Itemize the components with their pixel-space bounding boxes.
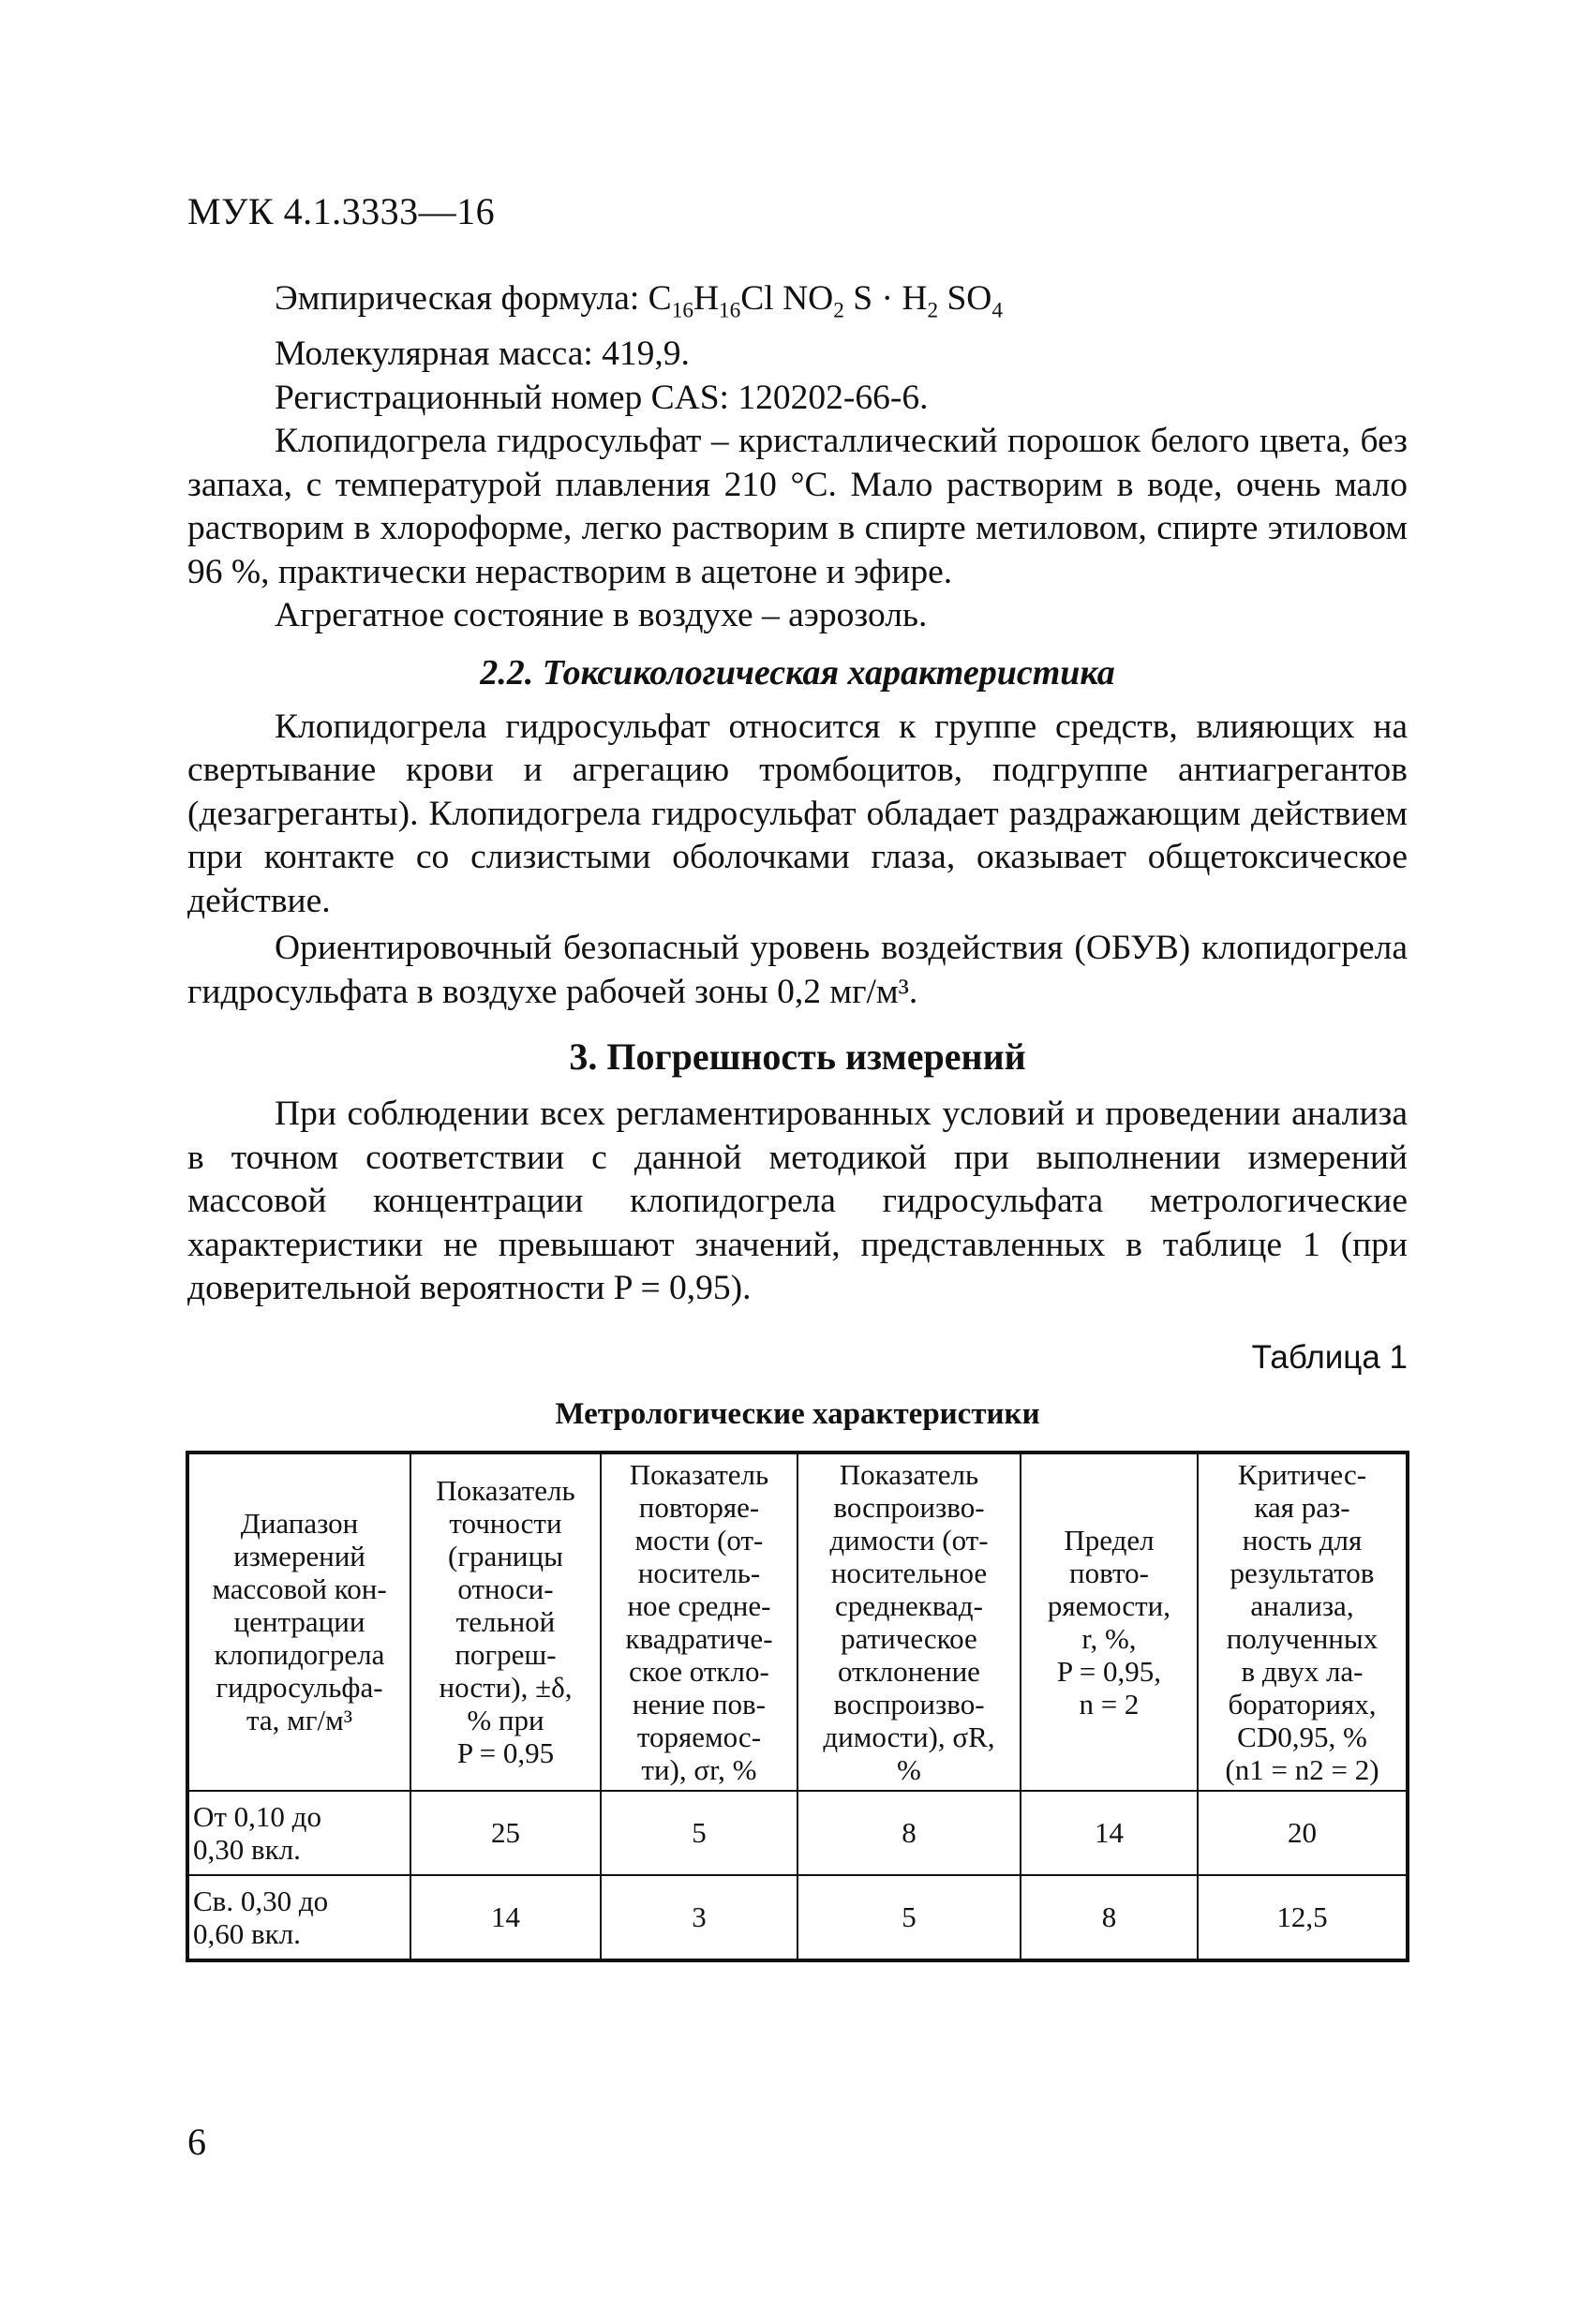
aggregate-state: Агрегатное состояние в воздухе – аэрозоль. [275,596,928,634]
toxicology-paragraph-2: Ориентировочный безопасный уровень воздействия (ОБУВ) клопидогрела гидросульфата в воздухе рабочей зоны 0,2 мг/м³. [187,929,1408,1011]
cell-repeatability-limit: 8 [1021,1875,1198,1960]
cell-reproducibility: 8 [798,1791,1021,1875]
formula-c: C [648,279,672,318]
section-3-title: 3. Погрешность измерений [569,1035,1026,1078]
header-repeatability-limit: Предел повто- ряемости, r, %, P = 0,95, n = 2 [1021,1452,1198,1791]
cell-critical-difference: 12,5 [1198,1875,1408,1960]
cell-repeatability: 3 [601,1875,798,1960]
formula-o-count: 2 [833,298,844,323]
cell-repeatability-limit: 14 [1021,1791,1198,1875]
document-code: МУК 4.1.3333—16 [187,190,496,232]
table-title: Метрологические характеристики [555,1396,1040,1431]
section-2-2-title: 2.2. Токсикологическая характеристика [480,652,1115,693]
formula-h: H [693,279,720,318]
formula-label: Эмпирическая формула: [275,279,648,318]
cell-repeatability: 5 [601,1791,798,1875]
table-header-row [187,1452,1408,1791]
cell-critical-difference: 20 [1198,1791,1408,1875]
cell-accuracy: 25 [410,1791,601,1875]
cell-reproducibility: 5 [798,1875,1021,1960]
page-content [187,277,1408,1962]
formula-h2-count: 2 [927,298,939,323]
row-range: От 0,10 до 0,30 вкл. [187,1791,410,1875]
table-row [187,1875,1408,1960]
formula-c-count: 16 [671,298,693,323]
metrological-table [186,1451,1409,1962]
formula-o4-count: 4 [991,298,1003,323]
header-reproducibility: Показатель воспроизво- димости (от- носительное среднеквад- ратическое отклонение воспроизво- димости), σR, % [798,1452,1021,1791]
formula-h-count: 16 [719,298,741,323]
cas-number: Регистрационный номер CAS: 120202-66-6. [275,378,929,417]
measurement-error-paragraph: При соблюдении всех регламентированных условий и проведении анализа в точном соответствии с данной методикой при выполнении измерений массовой концентрации клопидогрела гидросульфата метрологические характеристики не превышают значений, представленных в таблице 1 (при доверительной вероятности P = 0,95). [187,1095,1408,1307]
table-row [187,1791,1408,1875]
toxicology-paragraph-1: Клопидогрела гидросульфат относится к группе средств, влияющих на свертывание крови и агрегацию тромбоцитов, подгруппе антиагрегантов (дезагреганты). Клопидогрела гидросульфат обладает раздражающим действием при контакте со слизистыми оболочками глаза, оказывает общетоксическое действие. [187,707,1408,920]
header-repeatability: Показатель повторяе- мости (от- носитель- ное средне- квадратиче- ское откло- нение пов- торяемос- ти), σr, % [601,1452,798,1791]
header-accuracy: Показатель точности (границы относи- тельной погреш- ности), ±δ, % при P = 0,95 [410,1452,601,1791]
header-range: Диапазон измерений массовой кон- центрации клопидогрела гидросульфа- та, мг/м³ [187,1452,410,1791]
empirical-formula [187,277,1408,333]
cell-accuracy: 14 [410,1875,601,1960]
molar-mass: Молекулярная масса: 419,9. [275,335,690,373]
formula-clno: Cl NO [740,279,834,318]
formula-sh: S · H [843,279,928,318]
header-critical-difference: Критичес- кая раз- ность для результатов анализа, полученных в двух ла- бораториях, CD0,95, % (n1 = n2 = 2) [1198,1452,1408,1791]
substance-description: Клопидогрела гидросульфат – кристаллический порошок белого цвета, без запаха, с температурой плавления 210 °С. Мало растворим в воде, очень мало растворим в хлороформе, легко растворим в спирте метиловом, спирте этиловом 96 %, практически нерастворим в ацетоне и эфире. [187,422,1408,591]
table-caption: Таблица 1 [1251,1338,1408,1376]
page-number: 6 [187,2121,206,2163]
formula-so: SO [938,279,992,318]
row-range: Св. 0,30 до 0,60 вкл. [187,1875,410,1960]
